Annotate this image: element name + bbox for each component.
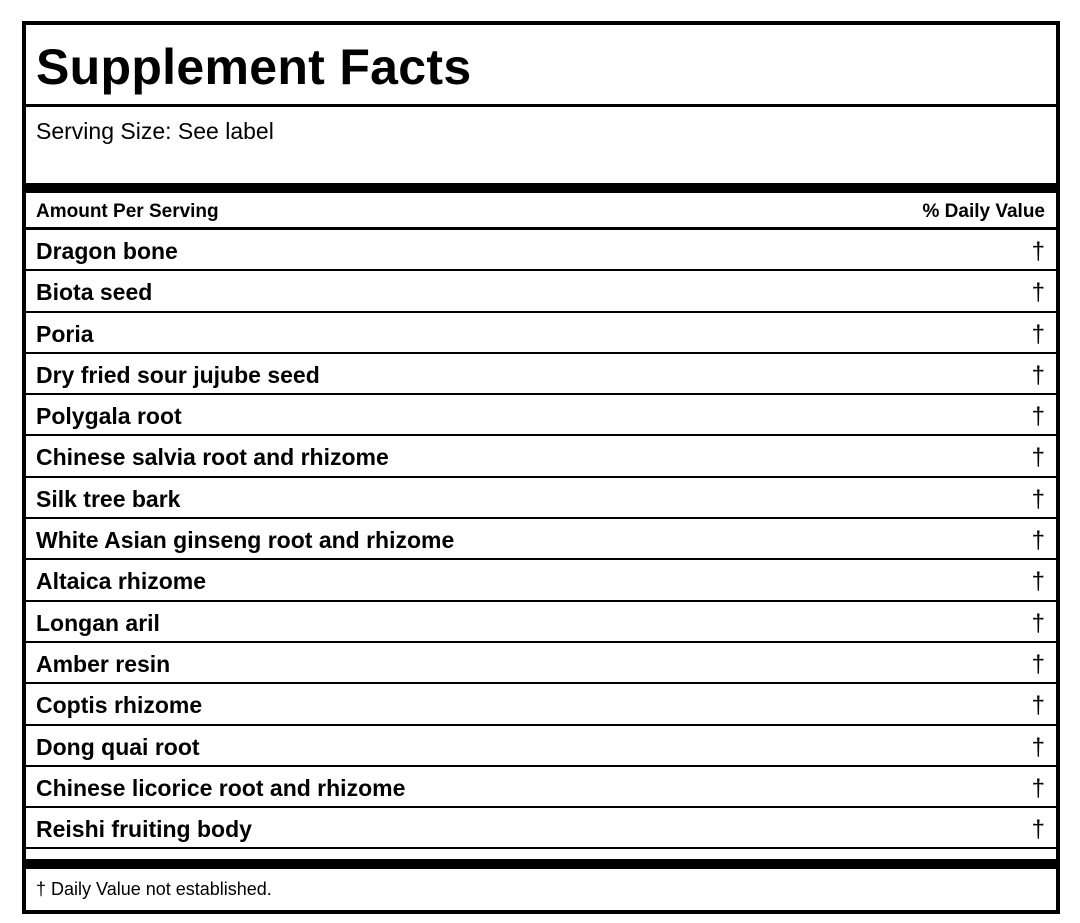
ingredient-row [26,230,1056,271]
supplement-facts-panel [22,21,1060,914]
ingredient-row [26,560,1056,601]
amount-per-serving-header: Amount Per Serving [36,201,219,222]
ingredient-name: Altaica rhizome [36,568,206,595]
dagger-mark: † [1031,527,1045,555]
ingredient-row [26,808,1056,849]
ingredient-row [26,643,1056,684]
dagger-mark: † [1031,238,1045,265]
dagger-mark: † [1031,444,1045,472]
ingredient-list [26,230,1056,849]
dagger-mark: † [1031,816,1045,844]
ingredient-name: Biota seed [36,279,153,306]
footnote: † Daily Value not established. [36,879,272,899]
bottom-thick-divider [26,859,1056,869]
ingredient-name: Dry fried sour jujube seed [36,361,320,388]
dagger-mark: † [1031,733,1045,761]
ingredient-row [26,313,1056,354]
ingredient-row [26,395,1056,436]
dagger-mark: † [1031,692,1045,720]
ingredient-name: Dragon bone [36,238,178,264]
ingredient-row [26,767,1056,808]
ingredient-row [26,354,1056,395]
dagger-mark: † [1031,361,1045,389]
ingredient-name: Longan aril [36,609,160,636]
ingredient-name: Amber resin [36,650,171,677]
label-title: Supplement Facts [36,39,472,95]
ingredient-name: Polygala root [36,403,182,430]
ingredient-row [26,436,1056,477]
ingredient-name: Chinese salvia root and rhizome [36,444,389,471]
column-header-row [26,193,1056,230]
dagger-mark: † [1031,320,1045,348]
ingredient-name: Reishi fruiting body [36,816,252,843]
dagger-mark: † [1031,485,1045,513]
serving-size: Serving Size: See label [36,118,274,144]
ingredient-row [26,602,1056,643]
ingredient-name: Silk tree bark [36,485,181,512]
top-thick-divider [26,183,1056,193]
dagger-mark: † [1031,403,1045,431]
dagger-mark: † [1031,279,1045,307]
dagger-mark: † [1031,568,1045,596]
ingredient-name: Dong quai root [36,733,200,760]
title-row [26,25,1056,107]
ingredient-row [26,478,1056,519]
dagger-mark: † [1031,609,1045,637]
ingredient-name: White Asian ginseng root and rhizome [36,527,455,554]
ingredient-name: Coptis rhizome [36,692,203,719]
ingredient-row [26,726,1056,767]
daily-value-header: % Daily Value [922,201,1045,222]
dagger-mark: † [1031,774,1045,802]
ingredient-row [26,684,1056,725]
dagger-mark: † [1031,650,1045,678]
ingredient-row [26,271,1056,312]
ingredient-row [26,519,1056,560]
ingredient-name: Chinese licorice root and rhizome [36,774,406,801]
ingredient-name: Poria [36,320,94,347]
